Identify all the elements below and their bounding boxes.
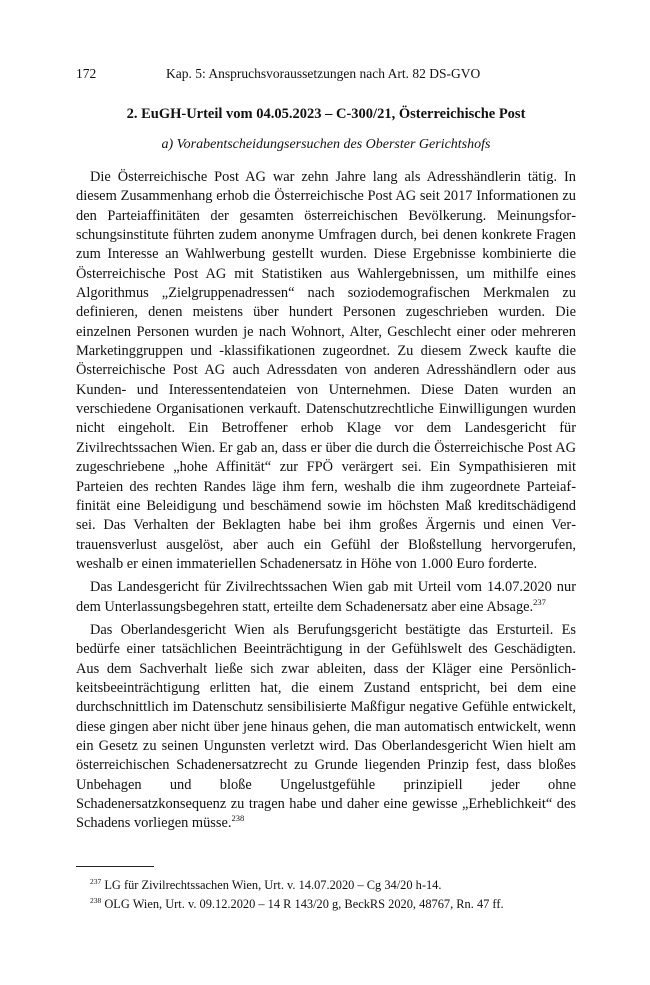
subsection-title: a) Vorabentscheidungsersuchen des Oberster Gerichtshofs xyxy=(161,137,491,152)
paragraph-3-text: Das Oberlandesgericht Wien als Berufungsgericht bestätigte das Ersturteil. Es bedürfe einer tatsächlichen Beeinträchtigung in der Gefühlswelt des Geschädigten. Aus dem Sachverhalt ließe sich zwar ableiten, dass der Kläger eine Persönlichkeitsbeeinträchtigung erlitten hat, die einem Zustand entspricht, bei dem eine durchschnittlich im Datenschutz sensibilisierte Maßfigur negative Gefühle entwickelt, diese gingen aber nicht über jene hinaus gehen, die man automatisch entwickelt, wenn ein Gesetz zu seinen Ungunsten verletzt wird. Das Oberlandesgericht Wien hielt am österreichischen Schadenersatzrecht zu Grunde liegenden Prinzip fest, dass bloßes Unbehagen und bloße Ungelustgefühle prinzipiell jeder ohne Schadenersatzkonsequenz zu tragen habe und daher eine gewisse „Erheblichkeit“ des Schadens vorliegen müsse. xyxy=(76,621,576,832)
footnote-number: 238 xyxy=(90,895,102,905)
page-number: 172 xyxy=(76,66,97,81)
footnote-ref-238[interactable]: 238 xyxy=(231,813,245,824)
paragraph-3 xyxy=(76,621,576,834)
paragraph-1 xyxy=(76,168,576,574)
paragraph-2 xyxy=(76,578,576,617)
section-title: 2. EuGH-Urteil vom 04.05.2023 – C-300/21, Österreichische Post xyxy=(126,106,526,122)
footnote-text: OLG Wien, Urt. v. 09.12.2020 – 14 R 143/20 g, BeckRS 2020, 48767, Rn. 47 ff. xyxy=(104,897,504,911)
body-text xyxy=(76,168,576,838)
footnote-text: LG für Zivilrechtssachen Wien, Urt. v. 14.07.2020 – Cg 34/20 h-14. xyxy=(104,878,442,892)
running-title: Kap. 5: Anspruchsvoraussetzungen nach Art. 82 DS-GVO xyxy=(166,66,481,81)
footnote-separator xyxy=(76,866,154,867)
footnote-number: 237 xyxy=(90,876,102,886)
footnote-238 xyxy=(76,895,576,914)
footnote-237 xyxy=(76,876,576,895)
footnote-ref-237[interactable]: 237 xyxy=(533,596,546,607)
paragraph-2-text: Das Landesgericht für Zivilrechtssachen Wien gab mit Urteil vom 14.07.2020 nur dem Unterlassungsbegehren statt, erteilte dem Schadenersatz aber eine Absage. xyxy=(76,579,576,615)
paragraph-1-text: Die Österreichische Post AG war zehn Jahre lang als Adresshändlerin tätig. In diesem Zusammenhang erhob die Österreichische Post AG seit 2017 Informationen zu den Parteiaffinitäten der gesamten österreichischen Bevölkerung. Meinungsforschungsinstitute führten zudem anonyme Umfragen durch, bei denen konkrete Fragen zum Interesse an Wahlwerbung gestellt wurden. Diese Ergebnisse kombinierte die Österreichische Post AG mit Statistiken aus Wahlergebnissen, um mithilfe eines Algorithmus „Zielgruppenadressen“ nach soziodemografischen Merkmalen zu definieren, denen meistens über hundert Personen zugeschrieben wurden. Die einzelnen Personen wurden je nach Wohnort, Alter, Geschlecht einer oder mehreren Marketinggruppen und -klassifikationen zugeordnet. Zu diesem Zweck kaufte die Österreichische Post AG auch Adressdaten von anderen Adresshändlern oder aus Kunden- und Interessentendateien von Unternehmen. Diese Daten wurden an verschiedene Organisationen verkauft. Datenschutzrechtliche Einwilligungen wurden nicht eingeholt. Ein Betroffener erhob Klage vor dem Landesgericht für Zivilrechtssachen Wien. Er gab an, dass er über die durch die Österreichische Post AG zugeschriebene „hohe Affinität“ zur FPÖ verärgert sei. Ein Sympathisieren mit Parteien des rechten Randes läge ihm fern, weshalb die ihm zugeordnete Parteiaffinität eine Beleidigung und beschämend sowie im höchsten Maß kreditschädigend sei. Das Verhalten der Beklagten habe bei ihm großes Ärgernis und einen Vertrauensverlust ausgelöst, aber auch ein Gefühl der Bloßstellung hervorgerufen, weshalb er einen immateriellen Schadenersatz in Höhe von 1.000 Euro forderte. xyxy=(76,169,576,572)
footnotes xyxy=(76,876,576,914)
